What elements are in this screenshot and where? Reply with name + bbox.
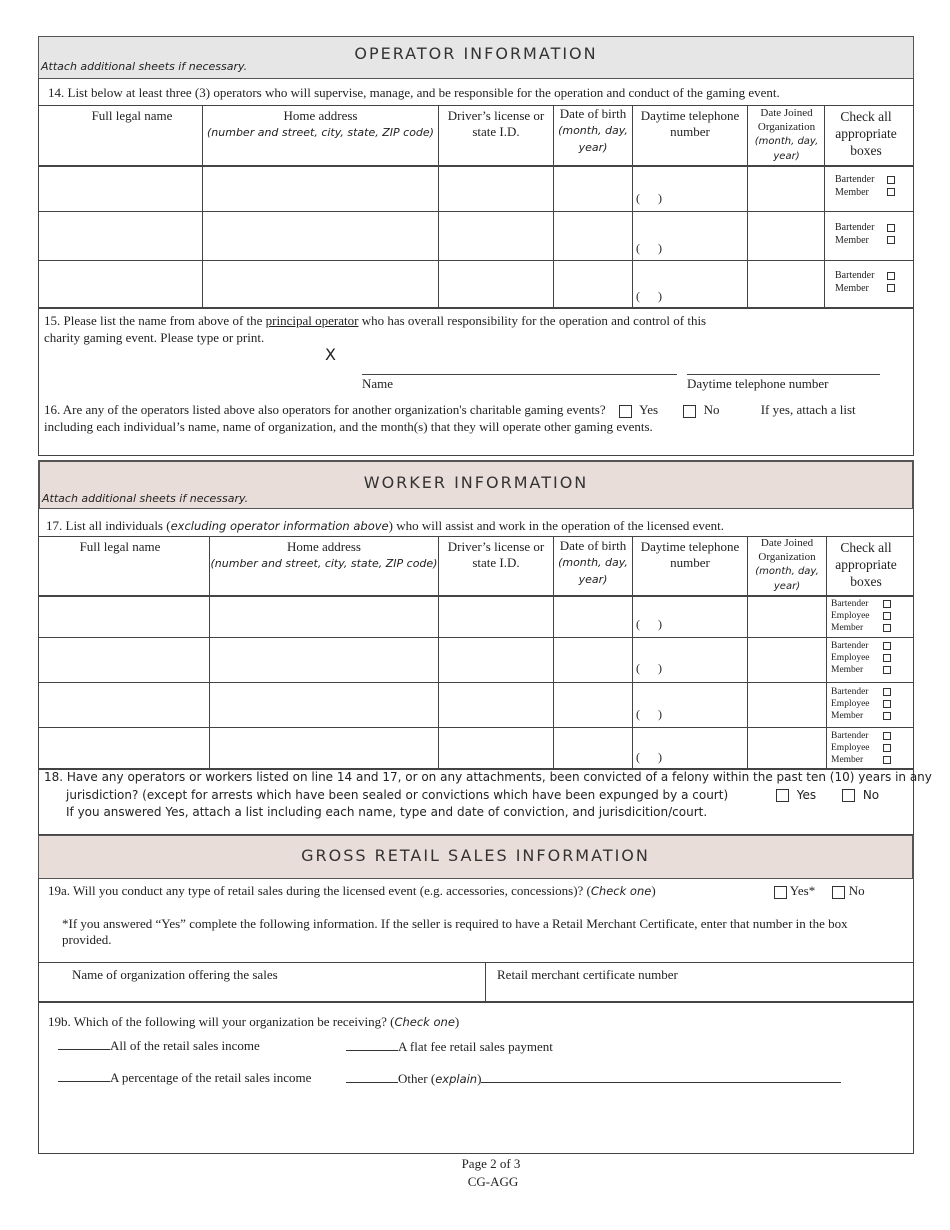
op-col-license: Driver’s license or state I.D. (447, 108, 545, 139)
op-col-phone: Daytime telephone number (640, 108, 740, 139)
op-row1-member[interactable]: Member (835, 187, 895, 200)
wk-row4-employee[interactable]: Employee (831, 742, 891, 754)
checkbox-icon[interactable] (883, 654, 891, 662)
op-col-joined: Date Joined Organization (month, day, year) (754, 107, 819, 162)
q15-x-mark: X (325, 345, 336, 364)
q18-no-checkbox[interactable] (842, 789, 855, 802)
q19b-text: 19b. Which of the following will your organization be receiving? (Check one) (48, 1014, 460, 1029)
q16-no-checkbox[interactable] (683, 405, 696, 418)
op-row2-bartender[interactable]: Bartender (835, 222, 895, 235)
q15-phone-label: Daytime telephone number (687, 376, 829, 391)
wk-row4-checks (831, 730, 891, 766)
wk-row2-bartender[interactable]: Bartender (831, 640, 891, 652)
checkbox-icon[interactable] (883, 642, 891, 650)
q14-text: 14. List below at least three (3) operators who will supervise, manage, and be responsible for the operation and conduct of the gaming event. (48, 85, 780, 100)
wk-row1-phone: ( ) (636, 617, 662, 631)
wk-row1-bartender[interactable]: Bartender (831, 598, 891, 610)
q15-text: 15. Please list the name from above of the principal operator who has overall responsibility for the operation and control of this charity gaming event. Please type or print. (44, 313, 707, 345)
q19a-text: 19a. Will you conduct any type of retail sales during the licensed event (e.g. accessories, concessions)? (Check one) (48, 883, 656, 898)
wk-row4-phone: ( ) (636, 750, 662, 764)
opt-all-blank[interactable] (58, 1049, 110, 1050)
q18-text: 18. Have any operators or workers listed on line 14 and 17, or on any attachments, been convicted of a felony within the past ten (10) years in any jurisdiction? (except for arrests which have been sealed or convictions which have been expunged by a court) Yes No If you answered Yes, attach a list including each name, type and date of conviction, and jurisdicition/court. (44, 770, 932, 819)
q19a-no-checkbox[interactable] (832, 886, 845, 899)
wk-col-phone: Daytime telephone number (640, 539, 740, 570)
operator-attach-note: Attach additional sheets if necessary. (41, 60, 248, 73)
operator-section-title: OPERATOR INFORMATION (354, 44, 598, 63)
q15-name-field[interactable] (362, 374, 677, 375)
wk-row2-phone: ( ) (636, 661, 662, 675)
org-name-field[interactable] (40, 985, 484, 1000)
operator-section-header (38, 36, 914, 79)
checkbox-icon[interactable] (883, 756, 891, 764)
opt-other: Other (explain) (346, 1071, 841, 1087)
checkbox-icon[interactable] (887, 284, 895, 292)
q15-phone-field[interactable] (687, 374, 880, 375)
wk-col-dob: Date of birth (month, day, year) (558, 538, 628, 586)
opt-flat-fee: A flat fee retail sales payment (346, 1039, 553, 1055)
q16-yes-checkbox[interactable] (619, 405, 632, 418)
opt-pct-blank[interactable] (58, 1081, 110, 1082)
retail-section-title: GROSS RETAIL SALES INFORMATION (301, 846, 650, 865)
wk-row1-employee[interactable]: Employee (831, 610, 891, 622)
opt-flat-blank[interactable] (346, 1050, 398, 1051)
op-row2-checks (835, 222, 895, 247)
wk-col-joined: Date Joined Organization (month, day, year) (755, 537, 819, 592)
wk-col-license: Driver’s license or state I.D. (447, 539, 545, 570)
wk-row4-bartender[interactable]: Bartender (831, 730, 891, 742)
checkbox-icon[interactable] (887, 176, 895, 184)
wk-row3-checks (831, 686, 891, 722)
q19a-note: *If you answered “Yes” complete the following information. If the seller is required to have a Retail Merchant Certificate, enter that number in the box provided. (62, 916, 848, 947)
q15-name-label: Name (362, 376, 394, 391)
op-row1-bartender[interactable]: Bartender (835, 174, 895, 187)
op-row2-member[interactable]: Member (835, 235, 895, 248)
checkbox-icon[interactable] (883, 688, 891, 696)
checkbox-icon[interactable] (887, 272, 895, 280)
op-row2-phone: ( ) (636, 241, 662, 255)
op-col-address: Home address (number and street, city, state, ZIP code) (207, 108, 434, 139)
worker-section-title: WORKER INFORMATION (363, 473, 589, 492)
wk-row3-member[interactable]: Member (831, 710, 891, 722)
checkbox-icon[interactable] (883, 624, 891, 632)
wk-row2-checks (831, 640, 891, 676)
op-row3-checks (835, 270, 895, 295)
op-row3-member[interactable]: Member (835, 283, 895, 296)
opt-other-blank[interactable] (346, 1082, 398, 1083)
q18-yes-checkbox[interactable] (776, 789, 789, 802)
wk-row3-phone: ( ) (636, 707, 662, 721)
org-name-label: Name of organization offering the sales (72, 967, 278, 982)
worker-section-header (38, 460, 914, 509)
form-code: CG-AGG (467, 1174, 519, 1189)
op-row3-phone: ( ) (636, 289, 662, 303)
wk-row3-employee[interactable]: Employee (831, 698, 891, 710)
wk-row2-employee[interactable]: Employee (831, 652, 891, 664)
checkbox-icon[interactable] (887, 236, 895, 244)
wk-row3-bartender[interactable]: Bartender (831, 686, 891, 698)
checkbox-icon[interactable] (887, 224, 895, 232)
op-row1-phone: ( ) (636, 191, 662, 205)
q16-text: 16. Are any of the operators listed above also operators for another organization's charitable gaming events? Yes No If yes, attach a list including each individual’s name, name of organization, and the month(s) that they will operate other gaming events. (44, 402, 856, 434)
checkbox-icon[interactable] (883, 732, 891, 740)
checkbox-icon[interactable] (887, 188, 895, 196)
op-col-name: Full legal name (91, 108, 173, 123)
cert-number-field[interactable] (487, 985, 912, 1000)
q19a-options: Yes* No (774, 883, 865, 899)
wk-row2-member[interactable]: Member (831, 664, 891, 676)
cert-number-label: Retail merchant certificate number (497, 967, 678, 982)
q19a-yes-checkbox[interactable] (774, 886, 787, 899)
opt-other-explain-field[interactable] (481, 1082, 841, 1083)
opt-percentage: A percentage of the retail sales income (58, 1070, 311, 1086)
checkbox-icon[interactable] (883, 600, 891, 608)
wk-row1-member[interactable]: Member (831, 622, 891, 634)
checkbox-icon[interactable] (883, 612, 891, 620)
checkbox-icon[interactable] (883, 712, 891, 720)
retail-section-header (38, 835, 914, 879)
wk-col-address: Home address (number and street, city, state, ZIP code) (210, 539, 438, 570)
op-col-check: Check all appropriate boxes (835, 109, 897, 158)
checkbox-icon[interactable] (883, 700, 891, 708)
op-row3-bartender[interactable]: Bartender (835, 270, 895, 283)
op-row1-checks (835, 174, 895, 199)
checkbox-icon[interactable] (883, 744, 891, 752)
q17-text: 17. List all individuals (excluding operator information above) who will assist and work in the operation of the licensed event. (46, 518, 725, 533)
checkbox-icon[interactable] (883, 666, 891, 674)
wk-col-name: Full legal name (79, 539, 161, 554)
worker-attach-note: Attach additional sheets if necessary. (42, 492, 249, 505)
opt-all-income: All of the retail sales income (58, 1038, 260, 1054)
op-col-dob: Date of birth (month, day, year) (558, 106, 628, 154)
wk-row4-member[interactable]: Member (831, 754, 891, 766)
wk-col-check: Check all appropriate boxes (835, 540, 897, 589)
wk-row1-checks (831, 598, 891, 634)
page-number: Page 2 of 3 (461, 1156, 521, 1171)
